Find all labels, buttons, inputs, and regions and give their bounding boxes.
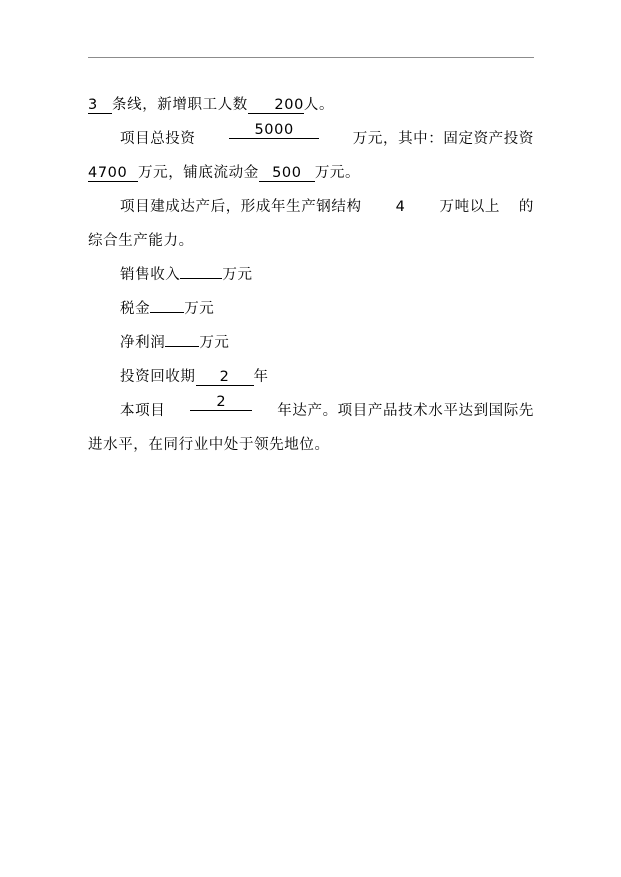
document-body — [88, 88, 534, 462]
working-capital-text: 万元，铺底流动金 — [138, 165, 259, 181]
sales-revenue-blank — [180, 262, 222, 279]
total-investment-blank: 5000 — [229, 122, 319, 139]
capacity-tons-value: 4 — [395, 199, 406, 215]
paragraph-investment-line2 — [88, 156, 534, 190]
sales-revenue-unit: 万元 — [222, 267, 253, 283]
conclusion-summary-text: 进水平，在同行业中处于领先地位。 — [88, 437, 330, 453]
capacity-summary-text: 综合生产能力。 — [88, 233, 194, 249]
production-years-blank: 2 — [190, 394, 252, 411]
payback-unit: 年 — [253, 369, 269, 385]
people-text: 人。 — [303, 97, 335, 113]
payback-line — [88, 360, 534, 394]
payback-label: 投资回收期 — [120, 369, 196, 385]
net-profit-blank — [165, 330, 199, 347]
fixed-investment-blank: 4700 — [88, 165, 138, 182]
tax-label: 税金 — [120, 301, 151, 317]
staff-count-blank: 200 — [248, 97, 304, 114]
net-profit-label: 净利润 — [120, 335, 166, 351]
paragraph-conclusion-line1 — [88, 394, 534, 428]
sales-revenue-line — [88, 258, 534, 292]
tax-blank — [150, 296, 184, 313]
capacity-text: 项目建成达产后，形成年生产钢结构 — [120, 199, 362, 215]
paragraph-capacity-line1 — [88, 190, 534, 224]
paragraph-investment-line1 — [88, 122, 534, 156]
total-investment-label: 项目总投资 — [120, 131, 196, 147]
net-profit-line — [88, 326, 534, 360]
lines-count-blank: 3 — [88, 97, 112, 114]
lines-text: 条线，新增职工人数 — [112, 97, 248, 113]
investment-row — [120, 122, 534, 156]
capacity-unit-text: 万吨以上 — [439, 199, 500, 215]
net-profit-unit: 万元 — [199, 335, 230, 351]
sales-revenue-label: 销售收入 — [120, 267, 181, 283]
paragraph-lines-staff — [88, 88, 534, 122]
working-capital-blank: 500 — [259, 165, 315, 182]
conclusion-text: 年达产。项目产品技术水平达到国际先 — [277, 403, 534, 419]
header-rule — [88, 57, 534, 58]
working-capital-unit: 万元。 — [314, 165, 361, 181]
conclusion-label: 本项目 — [120, 403, 166, 419]
capacity-row — [120, 190, 534, 224]
tax-unit: 万元 — [184, 301, 215, 317]
fixed-investment-text: 万元，其中：固定资产投资 — [352, 131, 534, 147]
paragraph-capacity-line2 — [88, 224, 534, 258]
payback-blank: 2 — [196, 369, 254, 386]
conclusion-row — [120, 394, 534, 428]
tax-line — [88, 292, 534, 326]
paragraph-conclusion-line2 — [88, 428, 534, 462]
capacity-de-text: 的 — [518, 199, 534, 215]
